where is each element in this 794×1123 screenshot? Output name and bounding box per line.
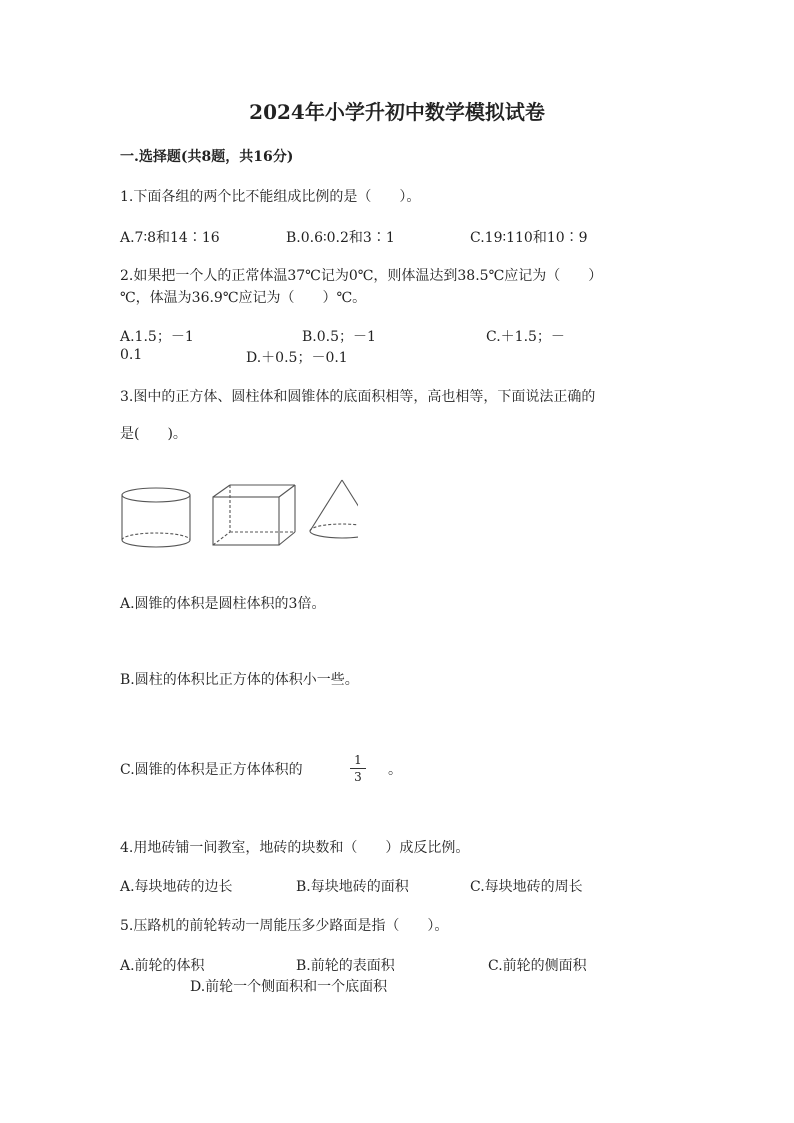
- question-5-stem: 5.压路机的前轮转动一周能压多少路面是指（ ）。: [120, 918, 449, 934]
- cylinder-icon: [122, 488, 190, 547]
- question-3-option-a: A.圆锥的体积是圆柱体积的3倍。: [120, 596, 326, 612]
- question-2-option-b: B.0.5；－1: [302, 329, 376, 345]
- question-2-option-c-continued: 0.1: [120, 347, 143, 363]
- question-1-option-c: C.19∶110和10∶9: [470, 230, 588, 246]
- question-2-stem-line-1: 2.如果把一个人的正常体温37℃记为0℃，则体温达到38.5℃应记为（ ）: [120, 268, 603, 284]
- question-1-option-b: B.0.6∶0.2和3∶1: [286, 230, 395, 246]
- question-2-option-a: A.1.5；－1: [120, 329, 194, 345]
- question-3-figures: [118, 470, 358, 560]
- question-2-option-c: C.＋1.5；－: [486, 329, 565, 345]
- question-4-option-a: A.每块地砖的边长: [120, 879, 233, 895]
- question-5-option-a: A.前轮的体积: [120, 958, 205, 974]
- question-4-option-b: B.每块地砖的面积: [296, 879, 409, 895]
- fraction-one-third: [350, 752, 366, 785]
- cone-icon: [310, 480, 358, 538]
- question-3-option-b: B.圆柱的体积比正方体的体积小一些。: [120, 672, 359, 688]
- question-5-option-c: C.前轮的侧面积: [488, 958, 587, 974]
- question-4-stem: 4.用地砖铺一间教室，地砖的块数和（ ）成反比例。: [120, 840, 470, 856]
- question-2-option-d: D.＋0.5；－0.1: [246, 350, 348, 366]
- question-1-option-a: A.7∶8和14∶16: [120, 230, 220, 246]
- question-4-option-c: C.每块地砖的周长: [470, 879, 583, 895]
- question-5-option-d: D.前轮一个侧面积和一个底面积: [190, 979, 388, 995]
- section-heading: 一.选择题(共8题，共16分): [120, 149, 294, 165]
- fraction-numerator: 1: [350, 752, 366, 769]
- question-3-stem-line-1: 3.图中的正方体、圆柱体和圆锥体的底面积相等，高也相等，下面说法正确的: [120, 389, 596, 405]
- question-2-stem-line-2: ℃，体温为36.9℃应记为（ ）℃。: [120, 290, 367, 306]
- question-1-stem: 1.下面各组的两个比不能组成比例的是（ ）。: [120, 189, 421, 205]
- question-3-stem-line-2: 是( )。: [120, 426, 187, 442]
- question-5-option-b: B.前轮的表面积: [296, 958, 395, 974]
- fraction-denominator: 3: [354, 770, 362, 784]
- question-3-option-c-end: 。: [388, 762, 402, 778]
- cube-icon: [213, 485, 295, 545]
- question-3-option-c: C.圆锥的体积是正方体体积的: [120, 762, 303, 778]
- page-title: 2024年小学升初中数学模拟试卷: [249, 100, 545, 124]
